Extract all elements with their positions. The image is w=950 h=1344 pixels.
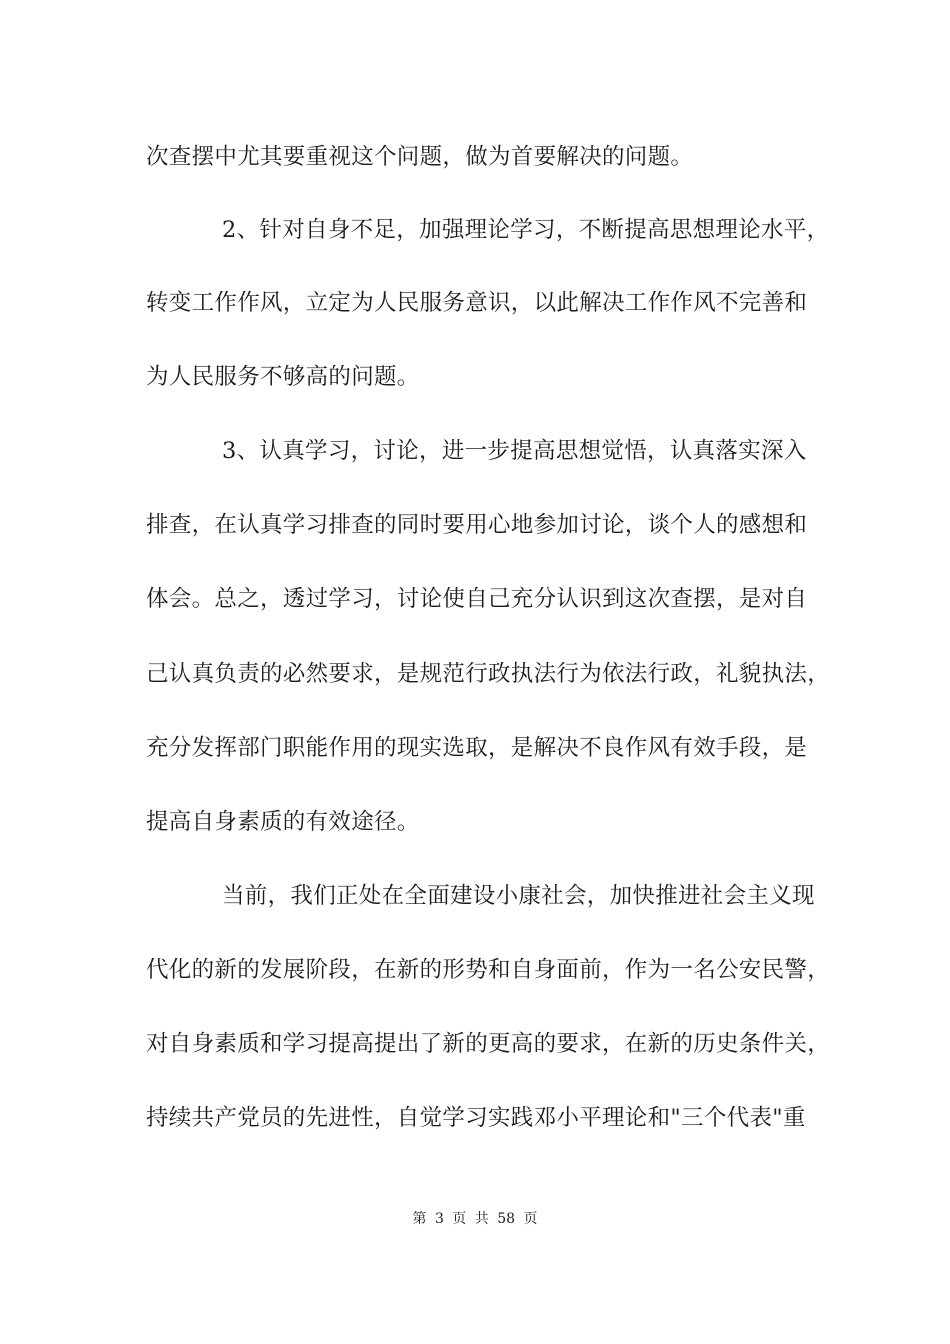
text-line-7: 体会。总之，透过学习，讨论使自己充分认识到这次查摆，是对自 — [146, 586, 808, 612]
text-line-6: 排查，在认真学习排查的同时要用心地参加讨论，谈个人的感想和 — [146, 512, 808, 538]
text-line-9: 充分发挥部门职能作用的现实选取，是解决不良作风有效手段，是 — [146, 735, 808, 761]
text-line-12: 代化的新的发展阶段，在新的形势和自身面前，作为一名公安民警， — [146, 957, 831, 983]
text-line-3: 转变工作作风，立定为人民服务意识，以此解决工作作风不完善和 — [146, 290, 808, 316]
text-line-11: 当前，我们正处在全面建设小康社会，加快推进社会主义现 — [222, 883, 815, 909]
text-line-8: 己认真负责的必然要求，是规范行政执法行为依法行政，礼貌执法， — [146, 661, 831, 687]
page-number-footer: 第 3 页 共 58 页 — [412, 1211, 538, 1227]
text-line-1: 次查摆中尤其要重视这个问题，做为首要解决的问题。 — [146, 144, 694, 170]
text-line-13: 对自身素质和学习提高提出了新的更高的要求，在新的历史条件关， — [146, 1031, 831, 1057]
text-line-10: 提高自身素质的有效途径。 — [146, 809, 420, 835]
text-line-14: 持续共产党员的先进性，自觉学习实践邓小平理论和"三个代表"重 — [146, 1105, 806, 1131]
text-line-4: 为人民服务不够高的问题。 — [146, 364, 420, 390]
text-line-5: 3、认真学习，讨论，进一步提高思想觉悟，认真落实深入 — [222, 438, 807, 464]
text-line-2: 2、针对自身不足，加强理论学习，不断提高思想理论水平， — [222, 217, 830, 243]
